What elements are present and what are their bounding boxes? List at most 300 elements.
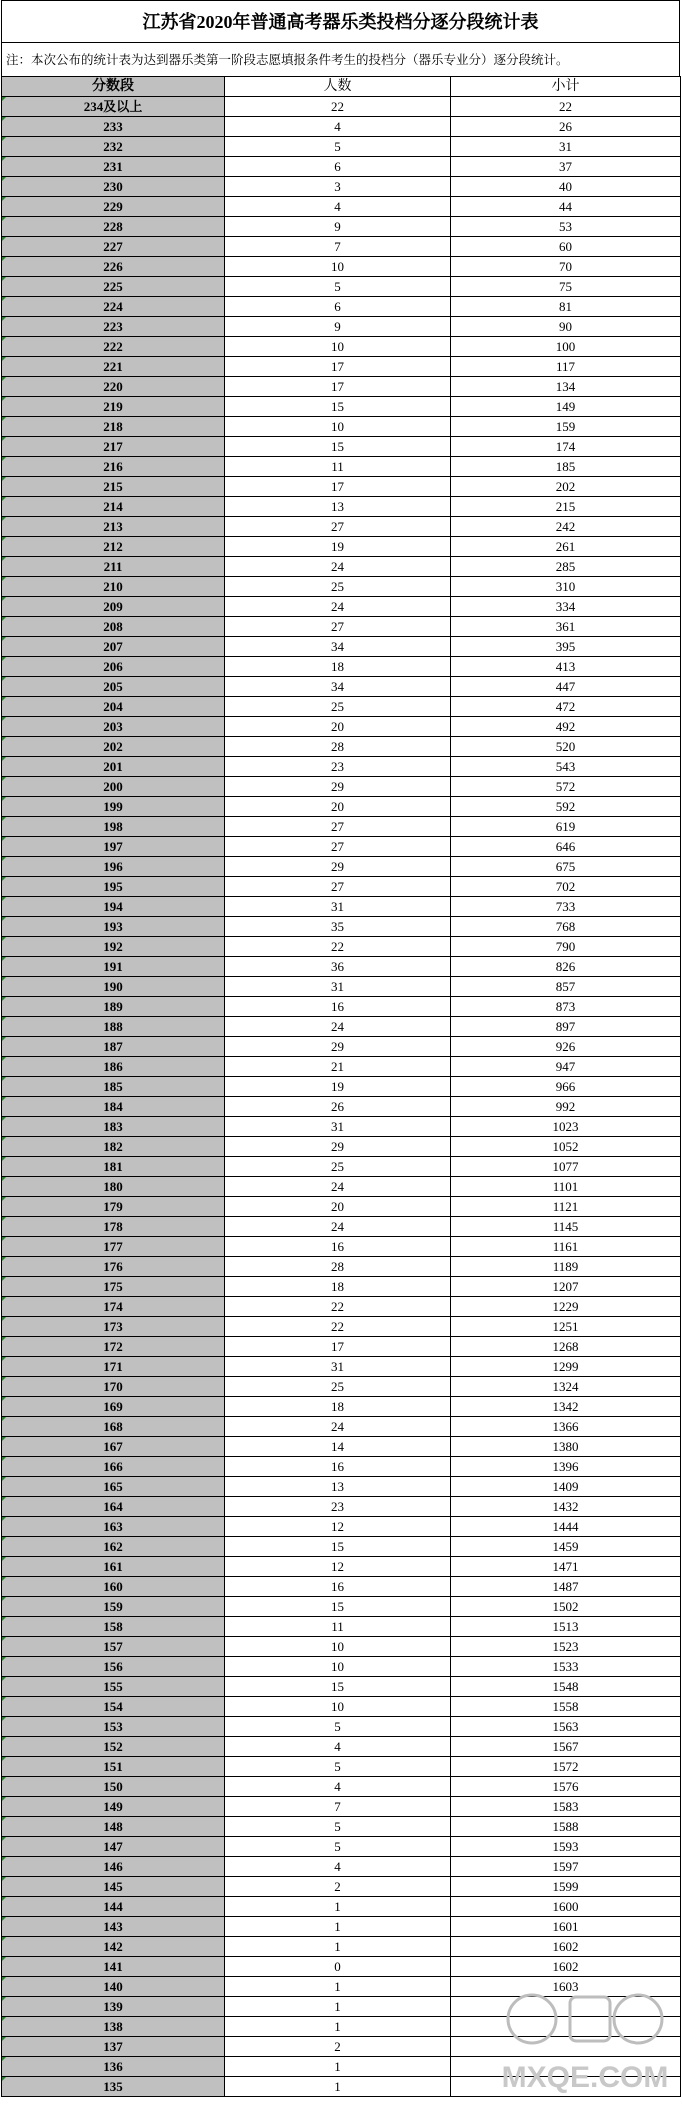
table-row [2, 1557, 681, 1577]
subtotal-cell: 966 [451, 1077, 681, 1097]
count-cell: 16 [225, 1237, 451, 1257]
count-cell: 25 [225, 697, 451, 717]
score-segment-cell: 142 [2, 1937, 225, 1957]
table-row [2, 1097, 681, 1117]
subtotal-cell: 897 [451, 1017, 681, 1037]
count-cell: 5 [225, 137, 451, 157]
score-segment-cell: 234及以上 [2, 97, 225, 117]
table-row [2, 1397, 681, 1417]
table-row [2, 1337, 681, 1357]
score-segment-cell: 188 [2, 1017, 225, 1037]
subtotal-cell: 1380 [451, 1437, 681, 1457]
score-segment-cell: 145 [2, 1877, 225, 1897]
subtotal-cell: 1251 [451, 1317, 681, 1337]
subtotal-cell: 1588 [451, 1817, 681, 1837]
count-cell: 29 [225, 1137, 451, 1157]
subtotal-cell: 1600 [451, 1897, 681, 1917]
subtotal-cell: 242 [451, 517, 681, 537]
count-cell: 23 [225, 757, 451, 777]
subtotal-cell: 261 [451, 537, 681, 557]
count-cell: 20 [225, 1197, 451, 1217]
table-row [2, 1437, 681, 1457]
count-cell: 12 [225, 1517, 451, 1537]
subtotal-cell: 81 [451, 297, 681, 317]
table-row [2, 1797, 681, 1817]
score-segment-cell: 227 [2, 237, 225, 257]
table-row [2, 617, 681, 637]
subtotal-cell: 37 [451, 157, 681, 177]
subtotal-cell: 492 [451, 717, 681, 737]
table-row [2, 1697, 681, 1717]
table-row [2, 1197, 681, 1217]
count-cell: 20 [225, 717, 451, 737]
score-segment-cell: 168 [2, 1417, 225, 1437]
score-segment-cell: 214 [2, 497, 225, 517]
subtotal-cell: 174 [451, 437, 681, 457]
count-cell: 4 [225, 117, 451, 137]
score-segment-cell: 158 [2, 1617, 225, 1637]
score-segment-cell: 179 [2, 1197, 225, 1217]
score-segment-cell: 194 [2, 897, 225, 917]
count-cell: 28 [225, 1257, 451, 1277]
count-cell: 5 [225, 1717, 451, 1737]
score-segment-cell: 222 [2, 337, 225, 357]
count-cell: 17 [225, 1337, 451, 1357]
score-segment-cell: 205 [2, 677, 225, 697]
table-row [2, 1077, 681, 1097]
subtotal-cell: 215 [451, 497, 681, 517]
score-segment-cell: 220 [2, 377, 225, 397]
score-segment-cell: 192 [2, 937, 225, 957]
table-row [2, 957, 681, 977]
subtotal-cell: 1602 [451, 1957, 681, 1977]
count-cell: 22 [225, 97, 451, 117]
count-cell: 27 [225, 517, 451, 537]
score-segment-cell: 190 [2, 977, 225, 997]
table-row [2, 597, 681, 617]
table-row [2, 577, 681, 597]
table-row [2, 357, 681, 377]
subtotal-cell: 285 [451, 557, 681, 577]
subtotal-cell: 70 [451, 257, 681, 277]
table-row [2, 657, 681, 677]
score-segment-cell: 201 [2, 757, 225, 777]
table-row [2, 97, 681, 117]
count-cell: 13 [225, 1477, 451, 1497]
score-segment-cell: 176 [2, 1257, 225, 1277]
count-cell: 27 [225, 817, 451, 837]
count-cell: 15 [225, 1677, 451, 1697]
subtotal-cell: 44 [451, 197, 681, 217]
score-segment-cell: 204 [2, 697, 225, 717]
table-row [2, 1997, 681, 2017]
score-segment-cell: 164 [2, 1497, 225, 1517]
subtotal-cell: 992 [451, 1097, 681, 1117]
table-row [2, 757, 681, 777]
subtotal-cell: 1523 [451, 1637, 681, 1657]
table-row [2, 1837, 681, 1857]
score-segment-cell: 224 [2, 297, 225, 317]
table-row [2, 2037, 681, 2057]
table-row [2, 1037, 681, 1057]
score-segment-cell: 173 [2, 1317, 225, 1337]
table-row [2, 1717, 681, 1737]
count-cell: 1 [225, 2057, 451, 2077]
table-row [2, 197, 681, 217]
table-row [2, 1497, 681, 1517]
count-cell: 7 [225, 1797, 451, 1817]
score-segment-cell: 167 [2, 1437, 225, 1457]
subtotal-cell [451, 2077, 681, 2097]
count-cell: 2 [225, 2037, 451, 2057]
page-title: 江苏省2020年普通高考器乐类投档分逐分段统计表 [1, 0, 680, 42]
subtotal-cell: 1601 [451, 1917, 681, 1937]
score-segment-cell: 184 [2, 1097, 225, 1117]
table-row [2, 1057, 681, 1077]
score-segment-cell: 181 [2, 1157, 225, 1177]
count-cell: 25 [225, 1157, 451, 1177]
table-row [2, 1577, 681, 1597]
table-row [2, 1817, 681, 1837]
table-row [2, 1157, 681, 1177]
count-cell: 23 [225, 1497, 451, 1517]
score-segment-cell: 186 [2, 1057, 225, 1077]
subtotal-cell: 134 [451, 377, 681, 397]
count-cell: 2 [225, 1877, 451, 1897]
subtotal-cell: 592 [451, 797, 681, 817]
count-cell: 29 [225, 857, 451, 877]
score-segment-cell: 189 [2, 997, 225, 1017]
subtotal-cell: 53 [451, 217, 681, 237]
score-segment-cell: 230 [2, 177, 225, 197]
table-row [2, 637, 681, 657]
count-cell: 25 [225, 1377, 451, 1397]
table-row [2, 1417, 681, 1437]
score-segment-cell: 147 [2, 1837, 225, 1857]
table-row [2, 517, 681, 537]
count-cell: 35 [225, 917, 451, 937]
table-row [2, 1757, 681, 1777]
score-segment-cell: 191 [2, 957, 225, 977]
subtotal-cell: 1409 [451, 1477, 681, 1497]
score-segment-cell: 180 [2, 1177, 225, 1197]
table-row [2, 697, 681, 717]
table-row [2, 557, 681, 577]
score-segment-cell: 178 [2, 1217, 225, 1237]
score-segment-cell: 226 [2, 257, 225, 277]
subtotal-cell: 1121 [451, 1197, 681, 1217]
count-cell: 27 [225, 877, 451, 897]
score-segment-cell: 171 [2, 1357, 225, 1377]
count-cell: 4 [225, 197, 451, 217]
count-cell: 6 [225, 157, 451, 177]
table-row [2, 737, 681, 757]
table-row [2, 257, 681, 277]
count-cell: 22 [225, 1317, 451, 1337]
score-segment-cell: 135 [2, 2077, 225, 2097]
table-row [2, 797, 681, 817]
table-row [2, 1637, 681, 1657]
table-body [2, 97, 681, 2097]
count-cell: 1 [225, 2017, 451, 2037]
count-cell: 1 [225, 1937, 451, 1957]
table-row [2, 1117, 681, 1137]
table-row [2, 497, 681, 517]
table-row [2, 1597, 681, 1617]
table-row [2, 117, 681, 137]
count-cell: 21 [225, 1057, 451, 1077]
score-segment-cell: 141 [2, 1957, 225, 1977]
count-cell: 5 [225, 1817, 451, 1837]
table-row [2, 777, 681, 797]
score-segment-cell: 211 [2, 557, 225, 577]
table-row [2, 677, 681, 697]
table-row [2, 337, 681, 357]
subtotal-cell: 75 [451, 277, 681, 297]
score-segment-cell: 213 [2, 517, 225, 537]
table-row [2, 437, 681, 457]
count-cell: 6 [225, 297, 451, 317]
score-segment-cell: 172 [2, 1337, 225, 1357]
subtotal-cell: 1513 [451, 1617, 681, 1637]
table-row [2, 837, 681, 857]
table-row [2, 977, 681, 997]
score-segment-cell: 221 [2, 357, 225, 377]
count-cell: 3 [225, 177, 451, 197]
subtotal-cell: 1432 [451, 1497, 681, 1517]
header-score-segment: 分数段 [2, 77, 225, 97]
table-row [2, 1777, 681, 1797]
subtotal-cell: 1189 [451, 1257, 681, 1277]
subtotal-cell: 572 [451, 777, 681, 797]
score-segment-cell: 146 [2, 1857, 225, 1877]
count-cell: 31 [225, 1357, 451, 1377]
subtotal-cell: 1487 [451, 1577, 681, 1597]
score-segment-cell: 231 [2, 157, 225, 177]
count-cell: 5 [225, 277, 451, 297]
subtotal-cell: 472 [451, 697, 681, 717]
score-segment-cell: 210 [2, 577, 225, 597]
subtotal-cell: 926 [451, 1037, 681, 1057]
table-row [2, 1477, 681, 1497]
subtotal-cell: 90 [451, 317, 681, 337]
subtotal-cell: 1207 [451, 1277, 681, 1297]
count-cell: 0 [225, 1957, 451, 1977]
score-segment-cell: 207 [2, 637, 225, 657]
score-segment-cell: 139 [2, 1997, 225, 2017]
subtotal-cell: 1558 [451, 1697, 681, 1717]
table-row [2, 2017, 681, 2037]
count-cell: 15 [225, 437, 451, 457]
table-row [2, 1857, 681, 1877]
count-cell: 17 [225, 357, 451, 377]
score-segment-cell: 195 [2, 877, 225, 897]
table-row [2, 1177, 681, 1197]
subtotal-cell: 310 [451, 577, 681, 597]
score-segment-cell: 217 [2, 437, 225, 457]
score-segment-cell: 155 [2, 1677, 225, 1697]
score-segment-cell: 149 [2, 1797, 225, 1817]
subtotal-cell: 733 [451, 897, 681, 917]
score-segment-cell: 219 [2, 397, 225, 417]
score-segment-cell: 233 [2, 117, 225, 137]
subtotal-cell: 1299 [451, 1357, 681, 1377]
score-segment-cell: 177 [2, 1237, 225, 1257]
subtotal-cell [451, 2037, 681, 2057]
score-segment-cell: 208 [2, 617, 225, 637]
subtotal-cell: 334 [451, 597, 681, 617]
subtotal-cell [451, 2057, 681, 2077]
count-cell: 31 [225, 977, 451, 997]
table-row [2, 997, 681, 1017]
subtotal-cell: 1548 [451, 1677, 681, 1697]
score-table-sheet [1, 0, 680, 2099]
score-segment-cell: 193 [2, 917, 225, 937]
table-row [2, 2077, 681, 2097]
subtotal-cell: 413 [451, 657, 681, 677]
score-segment-cell: 174 [2, 1297, 225, 1317]
count-cell: 18 [225, 657, 451, 677]
count-cell: 18 [225, 1277, 451, 1297]
count-cell: 10 [225, 1637, 451, 1657]
table-row [2, 1737, 681, 1757]
count-cell: 4 [225, 1737, 451, 1757]
score-segment-cell: 209 [2, 597, 225, 617]
table-row [2, 1977, 681, 1997]
watermark-text: MXQE.COM [501, 2061, 669, 2094]
table-row [2, 877, 681, 897]
table-row [2, 1137, 681, 1157]
table-row [2, 277, 681, 297]
count-cell: 29 [225, 777, 451, 797]
count-cell: 17 [225, 477, 451, 497]
subtotal-cell: 447 [451, 677, 681, 697]
count-cell: 5 [225, 1757, 451, 1777]
count-cell: 13 [225, 497, 451, 517]
count-cell: 31 [225, 897, 451, 917]
subtotal-cell: 1268 [451, 1337, 681, 1357]
score-segment-cell: 218 [2, 417, 225, 437]
table-row [2, 137, 681, 157]
count-cell: 31 [225, 1117, 451, 1137]
table-row [2, 477, 681, 497]
subtotal-cell: 1023 [451, 1117, 681, 1137]
header-count: 人数 [225, 77, 451, 97]
subtotal-cell: 1599 [451, 1877, 681, 1897]
table-row [2, 1217, 681, 1237]
table-row [2, 1457, 681, 1477]
count-cell: 15 [225, 1537, 451, 1557]
table-row [2, 1937, 681, 1957]
subtotal-cell: 1342 [451, 1397, 681, 1417]
subtotal-cell: 873 [451, 997, 681, 1017]
score-segment-cell: 187 [2, 1037, 225, 1057]
subtotal-cell [451, 1997, 681, 2017]
count-cell: 5 [225, 1837, 451, 1857]
subtotal-cell: 117 [451, 357, 681, 377]
subtotal-cell: 40 [451, 177, 681, 197]
score-segment-cell: 144 [2, 1897, 225, 1917]
score-segment-cell: 212 [2, 537, 225, 557]
subtotal-cell: 619 [451, 817, 681, 837]
subtotal-cell: 1602 [451, 1937, 681, 1957]
table-row [2, 1357, 681, 1377]
subtotal-cell: 26 [451, 117, 681, 137]
subtotal-cell: 395 [451, 637, 681, 657]
count-cell: 10 [225, 417, 451, 437]
subtotal-cell: 185 [451, 457, 681, 477]
count-cell: 16 [225, 1457, 451, 1477]
subtotal-cell: 1366 [451, 1417, 681, 1437]
count-cell: 24 [225, 1417, 451, 1437]
subtotal-cell: 1563 [451, 1717, 681, 1737]
count-cell: 26 [225, 1097, 451, 1117]
table-row [2, 217, 681, 237]
count-cell: 15 [225, 1597, 451, 1617]
table-row [2, 817, 681, 837]
subtotal-cell: 149 [451, 397, 681, 417]
subtotal-cell: 1603 [451, 1977, 681, 1997]
subtotal-cell: 22 [451, 97, 681, 117]
table-row [2, 1237, 681, 1257]
subtotal-cell: 1576 [451, 1777, 681, 1797]
count-cell: 34 [225, 677, 451, 697]
subtotal-cell: 60 [451, 237, 681, 257]
table-row [2, 717, 681, 737]
header-subtotal: 小计 [451, 77, 681, 97]
score-segment-cell: 185 [2, 1077, 225, 1097]
subtotal-cell: 1444 [451, 1517, 681, 1537]
table-row [2, 377, 681, 397]
count-cell: 24 [225, 1217, 451, 1237]
subtotal-cell: 790 [451, 937, 681, 957]
count-cell: 14 [225, 1437, 451, 1457]
subtotal-cell: 543 [451, 757, 681, 777]
table-row [2, 937, 681, 957]
count-cell: 17 [225, 377, 451, 397]
score-segment-cell: 203 [2, 717, 225, 737]
table-row [2, 857, 681, 877]
count-cell: 29 [225, 1037, 451, 1057]
count-cell: 11 [225, 1617, 451, 1637]
score-segment-cell: 138 [2, 2017, 225, 2037]
count-cell: 10 [225, 1657, 451, 1677]
subtotal-cell: 1567 [451, 1737, 681, 1757]
subtotal-cell: 520 [451, 737, 681, 757]
count-cell: 27 [225, 837, 451, 857]
subtotal-cell: 1229 [451, 1297, 681, 1317]
count-cell: 16 [225, 1577, 451, 1597]
table-row [2, 1257, 681, 1277]
subtotal-cell: 1396 [451, 1457, 681, 1477]
table-row [2, 1277, 681, 1297]
score-segment-cell: 159 [2, 1597, 225, 1617]
score-segment-cell: 162 [2, 1537, 225, 1557]
subtotal-cell: 202 [451, 477, 681, 497]
count-cell: 34 [225, 637, 451, 657]
count-cell: 7 [225, 237, 451, 257]
count-cell: 1 [225, 1917, 451, 1937]
subtotal-cell: 1471 [451, 1557, 681, 1577]
count-cell: 22 [225, 1297, 451, 1317]
score-segment-cell: 143 [2, 1917, 225, 1937]
subtotal-cell: 1145 [451, 1217, 681, 1237]
score-segment-cell: 152 [2, 1737, 225, 1757]
score-segment-cell: 202 [2, 737, 225, 757]
score-segment-cell: 199 [2, 797, 225, 817]
subtotal-cell: 857 [451, 977, 681, 997]
score-segment-cell: 151 [2, 1757, 225, 1777]
